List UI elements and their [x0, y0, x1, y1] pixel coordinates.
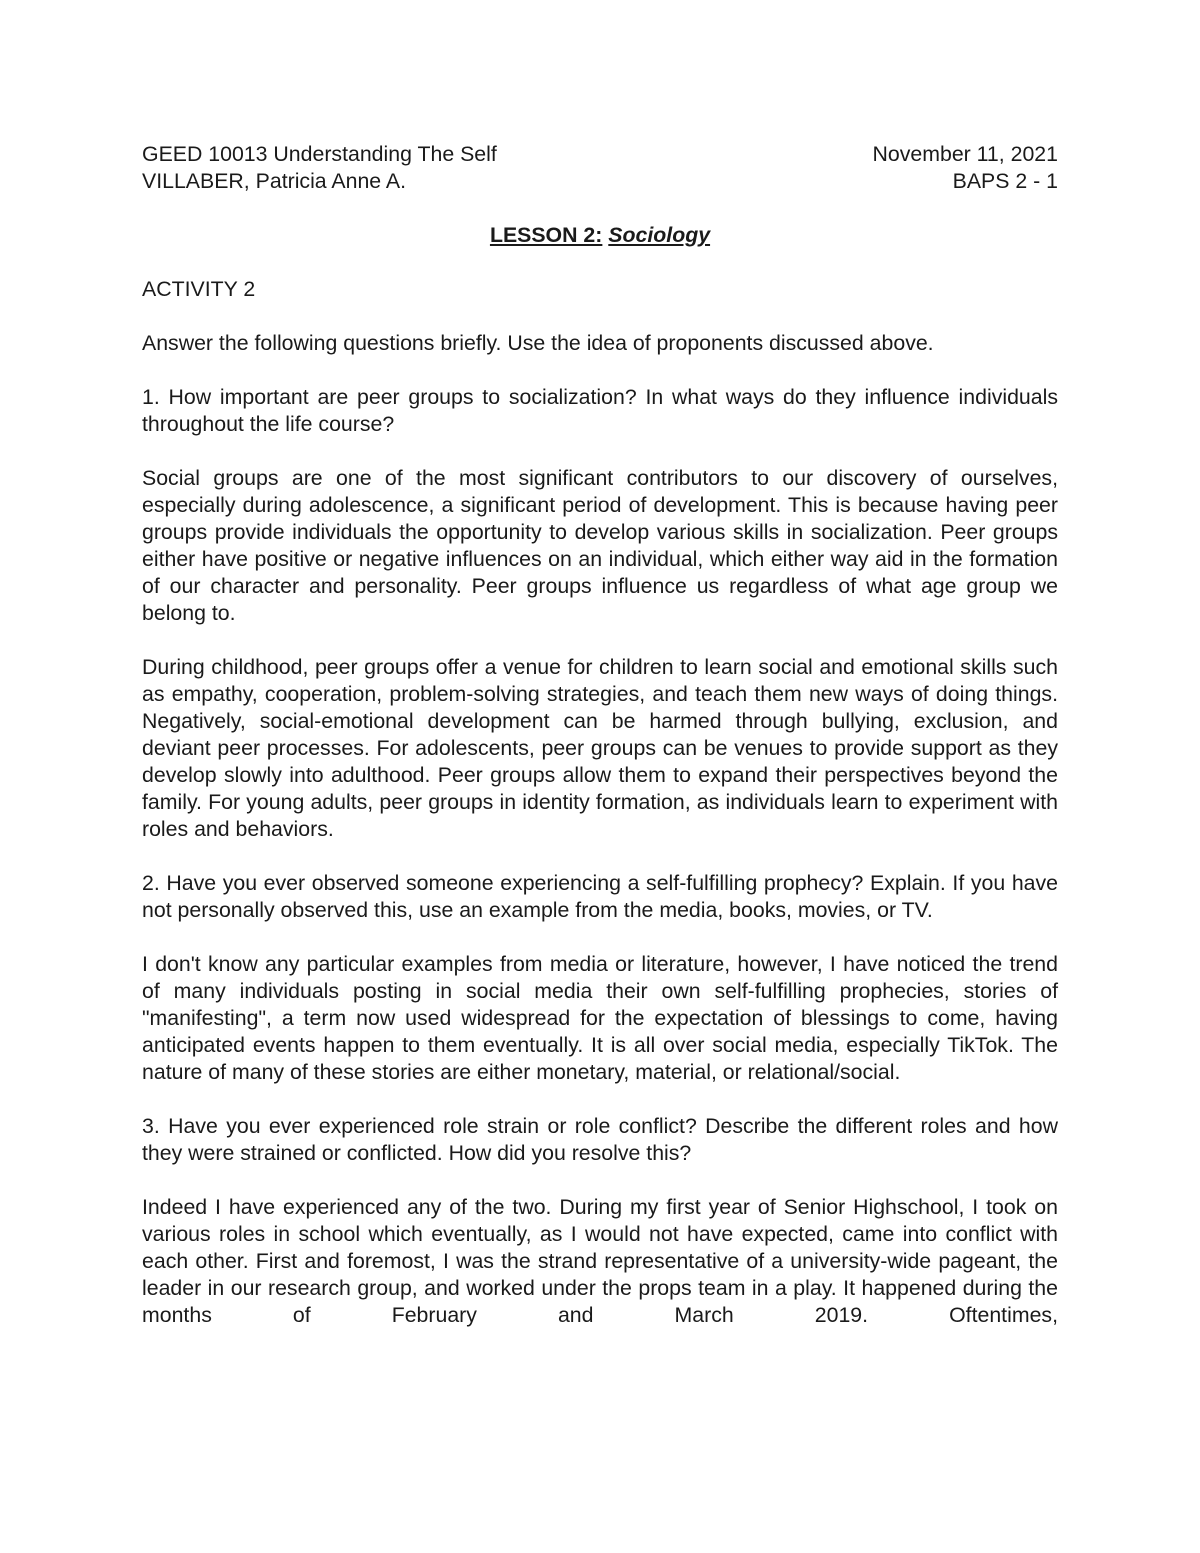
course-title: GEED 10013 Understanding The Self	[142, 142, 497, 166]
student-name: VILLABER, Patricia Anne A.	[142, 169, 406, 193]
question-1: 1. How important are peer groups to socialization? In what ways do they influence individuals throughout the life course?	[142, 385, 1058, 436]
header-row-1	[142, 141, 1058, 168]
activity-heading: ACTIVITY 2	[142, 277, 256, 301]
header-row-2	[142, 168, 1058, 195]
answer-3-paragraph-1: Indeed I have experienced any of the two. During my first year of Senior Highschool, I took on various roles in school which eventually, as I would not have expected, came into conflict with each other. First and foremost, I was the strand representative of a university-wide pageant, the leader in our research group, and worked under the props team in a play. It happened during the months of February and March 2019. Oftentimes,	[142, 1195, 1058, 1327]
document-date: November 11, 2021	[872, 142, 1058, 166]
document-page	[142, 141, 1058, 1329]
lesson-title	[142, 222, 1058, 249]
question-2: 2. Have you ever observed someone experiencing a self-fulfilling prophecy? Explain. If you have not personally observed this, use an example from the media, books, movies, or TV.	[142, 871, 1058, 922]
student-section: BAPS 2 - 1	[952, 169, 1058, 193]
question-3: 3. Have you ever experienced role strain or role conflict? Describe the different roles and how they were strained or conflicted. How did you resolve this?	[142, 1114, 1058, 1165]
lesson-label: LESSON 2:	[489, 223, 603, 247]
answer-1-paragraph-1: Social groups are one of the most significant contributors to our discovery of ourselves, especially during adolescence, a significant period of development. This is because having peer groups provide individuals the opportunity to develop various skills in socialization. Peer groups either have positive or negative influences on an individual, which either way aid in the formation of our character and personality. Peer groups influence us regardless of what age group we belong to.	[142, 466, 1058, 625]
answer-1-paragraph-2: During childhood, peer groups offer a venue for children to learn social and emotional skills such as empathy, cooperation, problem-solving strategies, and teach them new ways of doing things. Negatively, social-emotional development can be harmed through bullying, exclusion, and deviant peer processes. For adolescents, peer groups can be venues to provide support as they develop slowly into adulthood. Peer groups allow them to expand their perspectives beyond the family. For young adults, peer groups in identity formation, as individuals learn to experiment with roles and behaviors.	[142, 655, 1058, 841]
answer-2-paragraph-1: I don't know any particular examples from media or literature, however, I have noticed the trend of many individuals posting in social media their own self-fulfilling prophecies, stories of "manifesting", a term now used widespread for the expectation of blessings to come, having anticipated events happen to them eventually. It is all over social media, especially TikTok. The nature of many of these stories are either monetary, material, or relational/social.	[142, 952, 1058, 1084]
lesson-topic: Sociology	[608, 223, 711, 247]
instructions: Answer the following questions briefly. Use the idea of proponents discussed above.	[142, 331, 934, 355]
